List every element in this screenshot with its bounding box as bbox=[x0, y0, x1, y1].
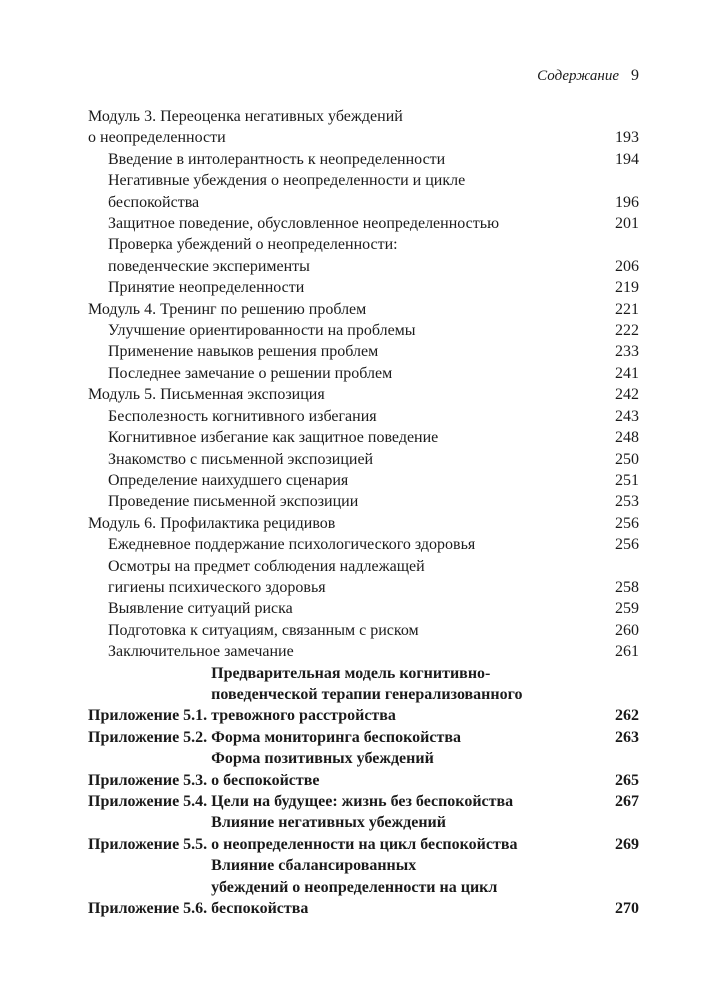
toc-entry-title bbox=[88, 149, 615, 170]
toc-entry-line: Влияние негативных убеждений bbox=[211, 814, 446, 832]
toc-entry-title bbox=[207, 663, 615, 727]
toc-entry-line: Модуль 5. Письменная экспозиция bbox=[88, 386, 325, 404]
toc-entry-page: 250 bbox=[615, 450, 639, 468]
toc-section-entry bbox=[88, 277, 639, 298]
toc-appendix-label: Приложение 5.2. bbox=[88, 728, 208, 746]
toc-entry-title bbox=[88, 213, 615, 234]
toc-entry-line: Предварительная модель когнитивно- bbox=[211, 664, 491, 682]
toc-entry-page: 262 bbox=[615, 707, 639, 725]
toc-entry-page: 261 bbox=[615, 643, 639, 661]
toc-entry-line: Проведение письменной экспозиции bbox=[108, 493, 359, 511]
toc-appendix-entry bbox=[88, 748, 639, 791]
toc-entry-page: 251 bbox=[615, 471, 639, 489]
toc-entry-line: поведенческой терапии генерализованного bbox=[211, 685, 523, 703]
toc-entry-line: Цели на будущее: жизнь без беспокойства bbox=[211, 793, 514, 810]
toc-entry-page: 258 bbox=[615, 578, 639, 596]
toc-entry-page: 206 bbox=[615, 257, 639, 275]
toc-entry-line: беспокойства bbox=[211, 900, 309, 918]
toc-entry-page: 248 bbox=[615, 429, 639, 447]
toc-entry-page: 194 bbox=[615, 150, 639, 168]
toc-entry-title bbox=[88, 620, 615, 641]
toc-appendix-entry bbox=[88, 791, 639, 812]
toc-entry-line: Негативные убеждения о неопределенности и цикле bbox=[108, 172, 466, 190]
toc-entry-page: 256 bbox=[615, 536, 639, 554]
toc-entry-title bbox=[88, 598, 615, 619]
toc-entry-line: Выявление ситуаций риска bbox=[108, 600, 293, 618]
toc-entry-line: Модуль 3. Переоценка негативных убеждений bbox=[88, 108, 403, 125]
toc-entry-title bbox=[207, 855, 615, 919]
toc-entry-line: Заключительное замечание bbox=[108, 643, 294, 661]
toc-section-entry bbox=[88, 534, 639, 555]
toc-entry-page: 263 bbox=[615, 728, 639, 746]
toc-entry-title bbox=[88, 341, 615, 362]
toc-entry-line: гигиены психического здоровья bbox=[108, 578, 326, 596]
toc-entry-title bbox=[88, 556, 615, 599]
toc-entry-title bbox=[207, 727, 615, 748]
toc-section-entry bbox=[88, 449, 639, 470]
toc-entry-page: 241 bbox=[615, 364, 639, 382]
toc-entry-line: о беспокойстве bbox=[211, 771, 320, 789]
toc-appendix-entry bbox=[88, 727, 639, 748]
toc-entry-title bbox=[88, 277, 615, 298]
toc-entry-line: о неопределенности bbox=[88, 129, 226, 147]
toc-entry-page: 219 bbox=[615, 279, 639, 297]
toc-appendix-label: Приложение 5.3. bbox=[88, 771, 208, 789]
toc-module-entry bbox=[88, 384, 639, 405]
toc-section-entry bbox=[88, 213, 639, 234]
toc-entry-title bbox=[88, 320, 615, 341]
toc-entry-line: Введение в интолерантность к неопределенности bbox=[108, 150, 446, 168]
toc-section-entry bbox=[88, 598, 639, 619]
toc-section-entry bbox=[88, 556, 639, 599]
toc-entry-title bbox=[88, 106, 615, 149]
toc-entry-line: Проверка убеждений о неопределенности: bbox=[108, 236, 398, 254]
toc-section-entry bbox=[88, 641, 639, 662]
toc-entry-title bbox=[207, 748, 615, 791]
toc-entry-line: Улучшение ориентированности на проблемы bbox=[108, 322, 416, 340]
toc-entry-title bbox=[88, 513, 615, 534]
toc-entry-page: 242 bbox=[615, 386, 639, 404]
toc-entry-page: 201 bbox=[615, 215, 639, 233]
toc-section-entry bbox=[88, 341, 639, 362]
toc-entry-line: Определение наихудшего сценария bbox=[108, 471, 349, 489]
toc-entry-line: Осмотры на предмет соблюдения надлежащей bbox=[108, 557, 425, 575]
toc-entry-line: о неопределенности на цикл беспокойства bbox=[211, 835, 518, 853]
toc-module-entry bbox=[88, 513, 639, 534]
toc-entry-page: 270 bbox=[615, 900, 639, 918]
toc-entry-line: Защитное поведение, обусловленное неопределенностью bbox=[108, 215, 500, 233]
toc-entry-title bbox=[88, 299, 615, 320]
toc-entry-line: Принятие неопределенности bbox=[108, 279, 305, 297]
toc-appendix-entry bbox=[88, 812, 639, 855]
toc-entry-line: Последнее замечание о решении проблем bbox=[108, 364, 393, 382]
toc-section-entry bbox=[88, 620, 639, 641]
toc-entry-line: Применение навыков решения проблем bbox=[108, 343, 379, 361]
toc-entry-page: 269 bbox=[615, 835, 639, 853]
toc-entry-line: Знакомство с письменной экспозицией bbox=[108, 450, 374, 468]
toc-entry-line: Подготовка к ситуациям, связанным с риском bbox=[108, 621, 419, 639]
toc-entry-title bbox=[88, 170, 615, 213]
toc-section-entry bbox=[88, 320, 639, 341]
toc-entry-line: Форма позитивных убеждений bbox=[211, 750, 434, 768]
running-header-title: Содержание bbox=[537, 68, 619, 84]
toc-entry-title bbox=[88, 363, 615, 384]
toc-appendix-label: Приложение 5.1. bbox=[88, 707, 208, 725]
running-header bbox=[537, 67, 639, 85]
page-number: 9 bbox=[631, 67, 639, 84]
toc-entry-line: Когнитивное избегание как защитное поведение bbox=[108, 429, 439, 447]
toc-entry-page: 265 bbox=[615, 771, 639, 789]
toc-entry-line: Ежедневное поддержание психологического здоровья bbox=[108, 536, 476, 554]
toc-entry-title bbox=[88, 470, 615, 491]
toc-section-entry bbox=[88, 406, 639, 427]
toc-entry-title bbox=[207, 812, 615, 855]
toc-entry-title bbox=[88, 384, 615, 405]
toc-entry-title bbox=[88, 234, 615, 277]
toc-entry-page: 243 bbox=[615, 407, 639, 425]
toc-entry-page: 260 bbox=[615, 621, 639, 639]
toc-section-entry bbox=[88, 363, 639, 384]
toc-section-entry bbox=[88, 234, 639, 277]
toc-entry-line: Модуль 4. Тренинг по решению проблем bbox=[88, 300, 367, 318]
toc-entry-page: 233 bbox=[615, 343, 639, 361]
toc-entry-line: поведенческие эксперименты bbox=[108, 257, 310, 275]
toc-entry-title bbox=[88, 406, 615, 427]
toc-section-entry bbox=[88, 470, 639, 491]
toc-module-entry bbox=[88, 299, 639, 320]
table-of-contents bbox=[88, 106, 639, 919]
toc-module-entry bbox=[88, 106, 639, 149]
toc-entry-page: 222 bbox=[615, 322, 639, 340]
toc-appendix-entry bbox=[88, 855, 639, 919]
toc-entry-title bbox=[88, 641, 615, 662]
toc-entry-title bbox=[207, 791, 615, 812]
toc-section-entry bbox=[88, 149, 639, 170]
toc-entry-page: 256 bbox=[615, 514, 639, 532]
toc-entry-page: 259 bbox=[615, 600, 639, 618]
toc-section-entry bbox=[88, 427, 639, 448]
toc-entry-line: Влияние сбалансированных bbox=[211, 857, 417, 875]
toc-entry-line: убеждений о неопределенности на цикл bbox=[211, 878, 498, 896]
toc-entry-title bbox=[88, 449, 615, 470]
toc-entry-page: 196 bbox=[615, 193, 639, 211]
toc-appendix-label: Приложение 5.4. bbox=[88, 793, 208, 810]
toc-section-entry bbox=[88, 170, 639, 213]
toc-entry-title bbox=[88, 491, 615, 512]
toc-entry-title bbox=[88, 427, 615, 448]
toc-entry-line: беспокойства bbox=[108, 193, 200, 211]
toc-entry-page: 253 bbox=[615, 493, 639, 511]
toc-entry-page: 221 bbox=[615, 300, 639, 318]
toc-section-entry bbox=[88, 491, 639, 512]
toc-appendix-label: Приложение 5.6. bbox=[88, 900, 208, 918]
toc-entry-title bbox=[88, 534, 615, 555]
toc-entry-page: 267 bbox=[615, 793, 639, 810]
toc-entry-line: Форма мониторинга беспокойства bbox=[211, 728, 461, 746]
toc-entry-line: Модуль 6. Профилактика рецидивов bbox=[88, 514, 336, 532]
toc-entry-line: тревожного расстройства bbox=[211, 707, 396, 725]
toc-entry-page: 193 bbox=[615, 129, 639, 147]
toc-appendix-entry bbox=[88, 663, 639, 727]
toc-appendix-label: Приложение 5.5. bbox=[88, 835, 208, 853]
toc-entry-line: Бесполезность когнитивного избегания bbox=[108, 407, 377, 425]
